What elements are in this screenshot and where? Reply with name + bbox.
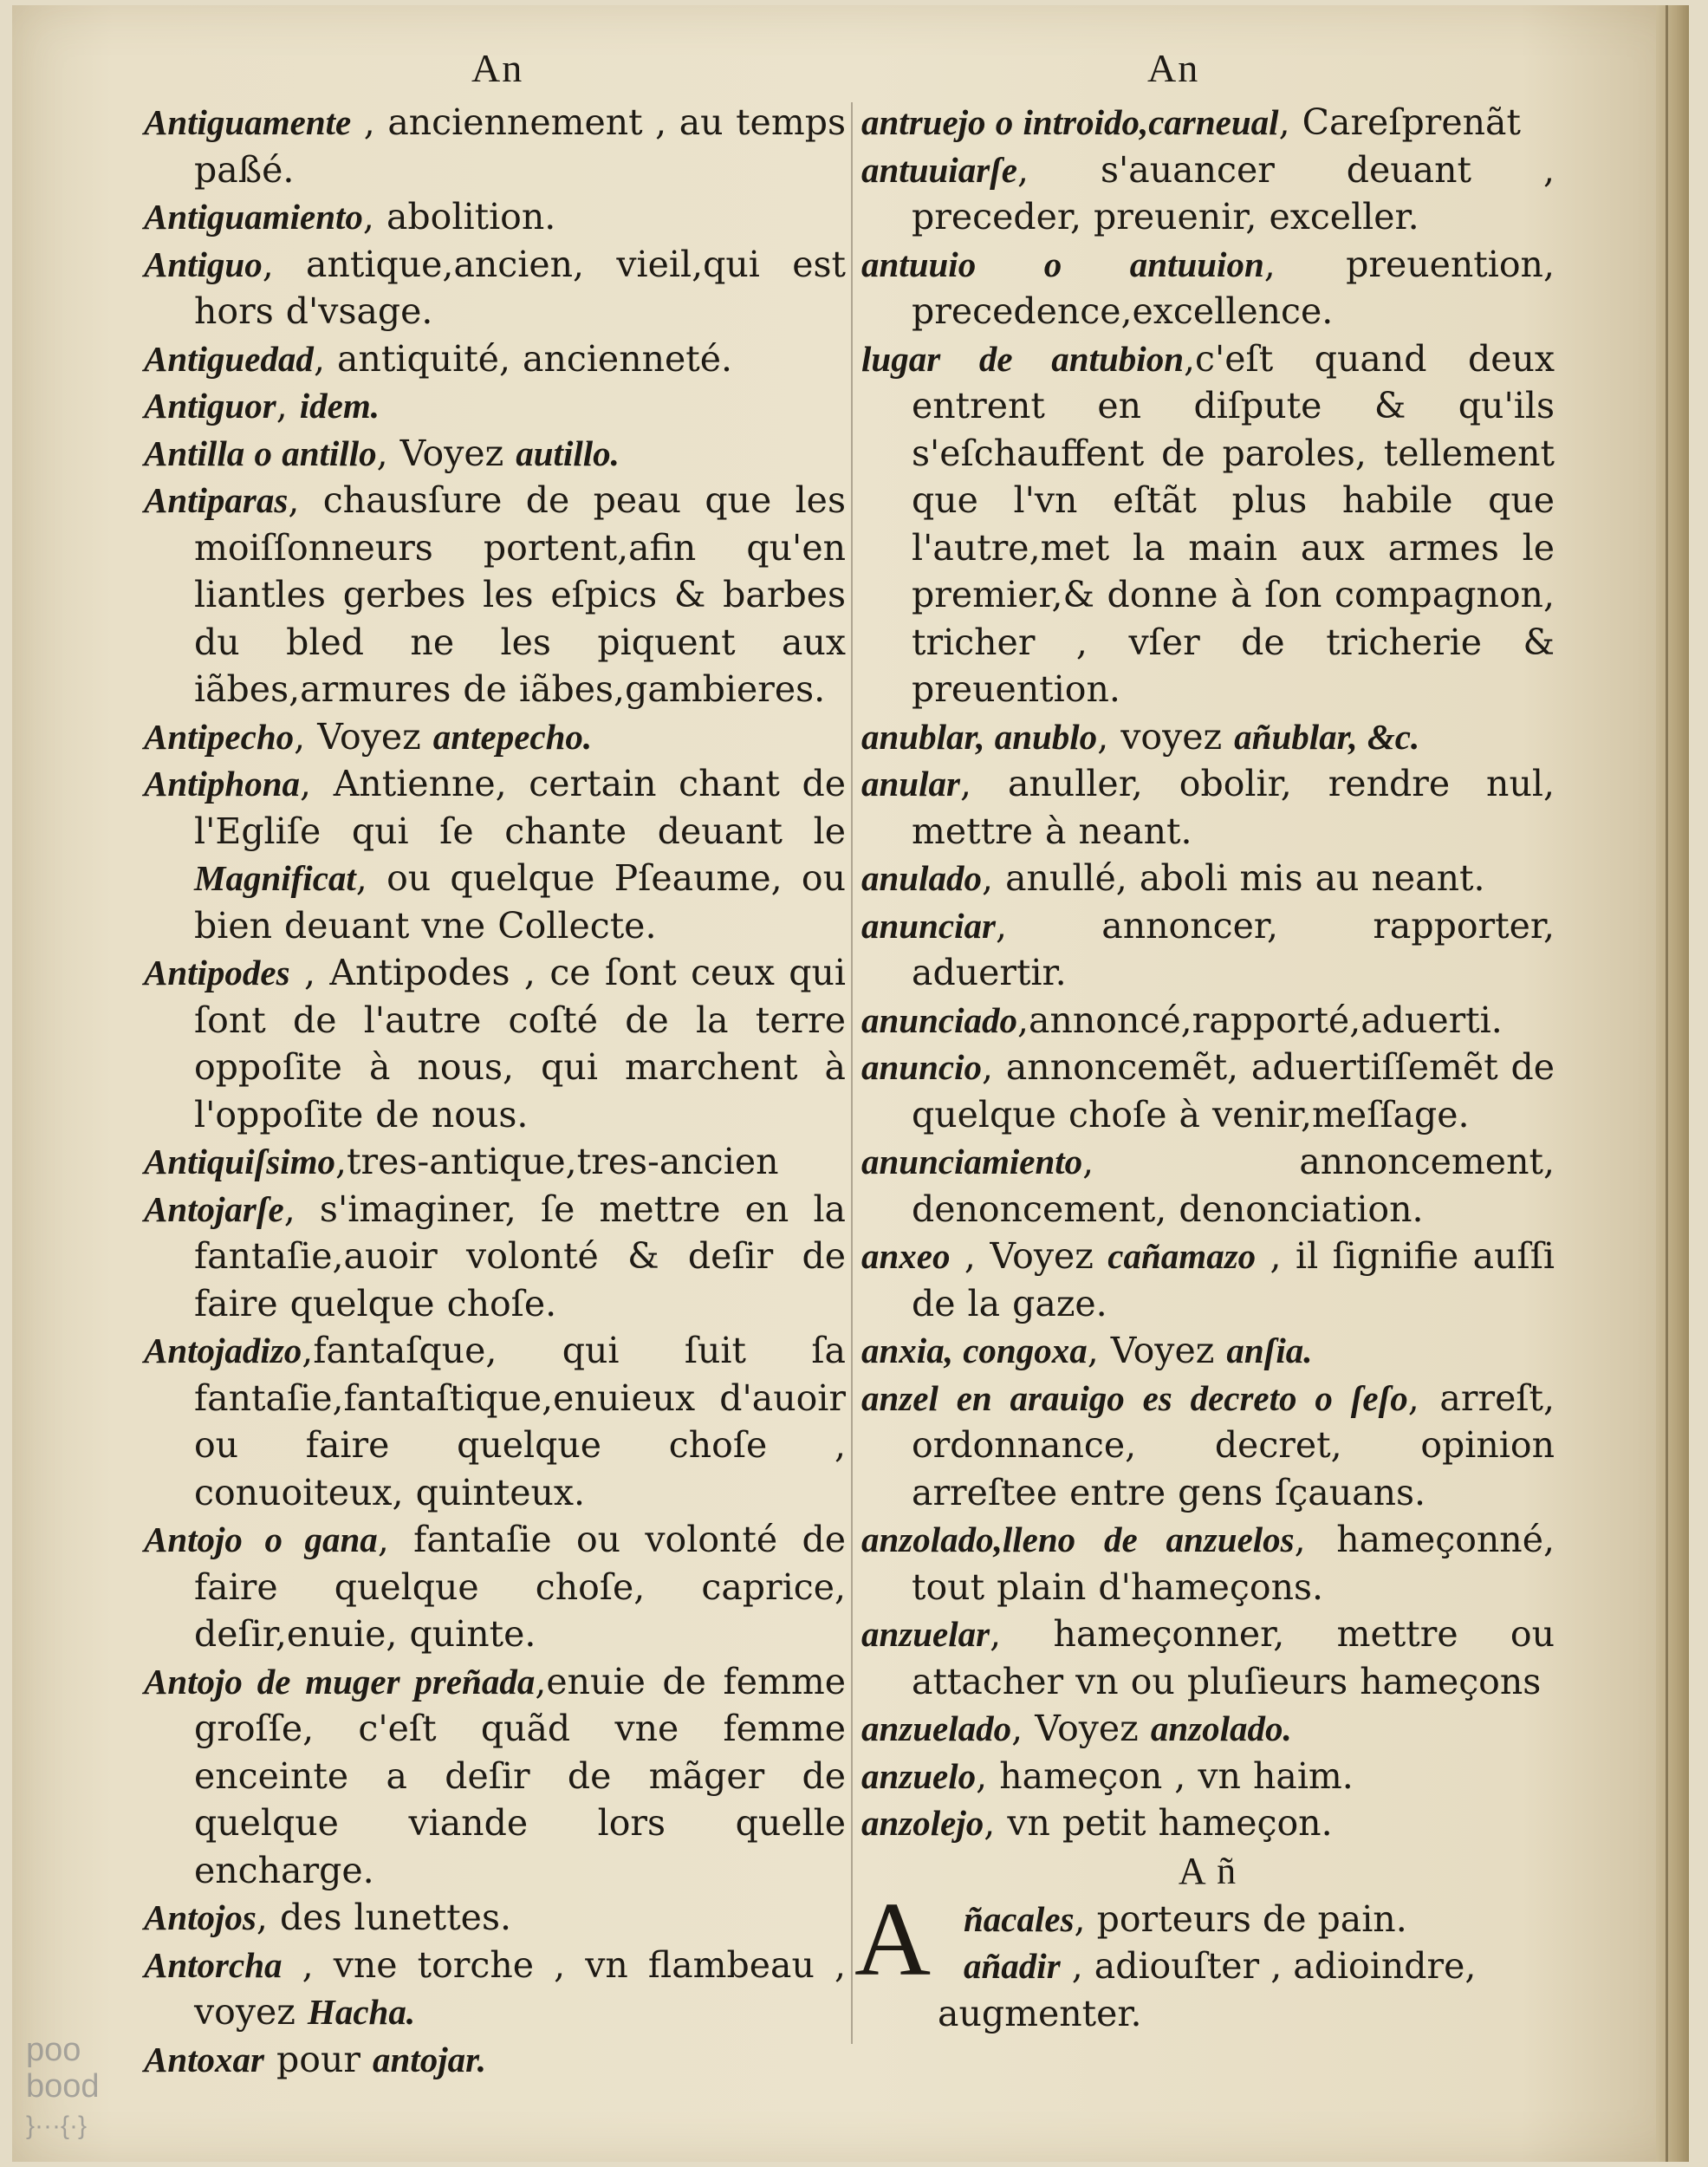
entry-cross-reference: anſia.: [1226, 1331, 1313, 1370]
entry-definition: , anuller, obolir, rendre nul, mettre à neant.: [912, 763, 1555, 852]
entry-definition: , Voyez: [294, 715, 433, 758]
entry-headword: anulado: [861, 858, 982, 898]
entry-headword: Antoxar: [144, 2039, 264, 2079]
entry-headword: Antojo o gana: [144, 1520, 378, 1559]
entry-definition: , anullé, aboli mis au neant.: [982, 857, 1485, 899]
entry-definition: , Voyez: [376, 432, 516, 474]
entry-headword: Antiphona: [144, 764, 301, 804]
bleed-through-text: }···{·}: [26, 2112, 88, 2140]
dictionary-entry: [861, 99, 1555, 146]
entry-headword: anublar, anublo: [861, 716, 1098, 757]
dictionary-entry: [861, 855, 1555, 902]
dictionary-entry: [861, 241, 1555, 335]
entry-definition: , hameçon , vn haim.: [976, 1754, 1354, 1797]
entry-cross-reference: cañamazo: [1107, 1236, 1257, 1276]
entry-definition: , Careſprenãt: [1278, 101, 1521, 143]
entry-headword: antruejo o introido,carneual: [861, 102, 1279, 142]
entry-headword: Antipecho: [144, 716, 295, 757]
dictionary-entry: [861, 1705, 1555, 1753]
dictionary-entry: [144, 1186, 846, 1328]
dictionary-entry: [861, 146, 1555, 241]
entry-headword: anunciado: [861, 999, 1017, 1040]
entry-headword: anuncio: [861, 1047, 982, 1087]
entry-headword: Antipodes: [144, 953, 290, 992]
entry-definition: , Voyez: [950, 1235, 1108, 1277]
entry-definition: , Antienne, certain chant de l'Egliſe qui ſe chante deuant le: [194, 763, 846, 852]
right-column: [854, 99, 1555, 2037]
entry-cross-reference: antojar.: [373, 2039, 487, 2079]
entry-headword: Antiparas: [144, 480, 289, 520]
drop-cap: A: [854, 1880, 932, 1998]
entry-cross-reference: Hacha.: [307, 1992, 416, 2032]
book-spine: [1656, 5, 1689, 2162]
dictionary-entry: [144, 430, 846, 478]
entry-headword: anzolado,lleno de anzuelos: [861, 1520, 1295, 1559]
entry-definition: , annoncer, rapporter, aduertir.: [912, 904, 1555, 993]
entry-definition: ,annoncé,rapporté,aduerti.: [1017, 999, 1503, 1041]
dictionary-entry: [144, 1942, 846, 2036]
entry-headword: anxeo: [861, 1236, 951, 1276]
entry-headword: añadir: [964, 1946, 1061, 1986]
entry-definition: , fantaſie ou volonté de faire quelque choſe, caprice, deſir,enuie, quinte.: [194, 1519, 846, 1655]
entry-headword: Antiguo: [144, 244, 263, 284]
entry-definition: , il ſignifie auſſi de la gaze.: [912, 1235, 1555, 1324]
entry-cross-reference: idem.: [299, 386, 380, 426]
entry-headword: anxia, congoxa: [861, 1331, 1088, 1370]
entry-definition: , porteurs de pain.: [1074, 1897, 1407, 1940]
entry-definition: ,: [276, 385, 300, 426]
entry-headword: Antiquiſsimo: [144, 1142, 336, 1181]
entry-definition: ,fantaſque, qui ſuit ſa fantaſie,fantaſtique,enuieux d'auoir ou faire quelque choſe , conuoiteux, quinteux.: [194, 1330, 846, 1513]
entry-definition: , s'auancer deuant , preceder, preuenir, exceller.: [912, 148, 1555, 238]
dictionary-entry: [861, 1233, 1555, 1327]
bleed-through-text: poo: [26, 2032, 81, 2068]
entry-definition: , ou quelque Pſeaume, ou bien deuant vne Collecte.: [194, 857, 846, 947]
dictionary-entry: [861, 1375, 1555, 1517]
entry-definition: , antiquité, ancienneté.: [313, 337, 733, 380]
dictionary-entry: [861, 760, 1555, 855]
entry-headword: lugar de antubion: [861, 338, 1184, 379]
entry-cross-reference: antepecho.: [432, 716, 593, 757]
entry-headword: Antilla o antillo: [144, 433, 377, 473]
entry-headword: Antiguedad: [144, 338, 314, 379]
dictionary-entry: [861, 713, 1555, 761]
entry-headword: antuuio o antuuion: [861, 244, 1264, 284]
entry-headword: anzuelo: [861, 1755, 977, 1796]
spine-edge: [1666, 5, 1668, 2162]
entry-definition: ,tres-antique,tres-ancien: [335, 1141, 779, 1182]
entry-definition: , s'imaginer, ſe mettre en la fantaſie,auoir volonté & deſir de faire quelque choſe.: [194, 1188, 846, 1324]
entry-continuation: augmenter.: [938, 1992, 1142, 2034]
running-head-right: An: [1147, 46, 1200, 90]
running-head-left: An: [471, 46, 524, 90]
entry-definition: , voyez: [1097, 715, 1235, 758]
entry-definition: ,enuie de femme groſſe, c'eſt quãd vne femme enceinte a deſir de mãger de quelque viande lors quelle encharge.: [194, 1660, 846, 1891]
dictionary-entry: [861, 1611, 1555, 1705]
entry-definition: , vne torche , vn flambeau , voyez: [194, 1943, 846, 2033]
dictionary-entry: [144, 949, 846, 1138]
entry-cross-reference: añublar, &c.: [1234, 716, 1420, 757]
entry-headword: anzuelar: [861, 1614, 990, 1654]
dictionary-entry: [861, 335, 1555, 713]
dictionary-entry: [861, 902, 1555, 997]
entry-definition: , arreſt, ordonnance, decret, opinion arreſtee entre gens ſçauans.: [912, 1376, 1555, 1513]
entry-definition: ,c'eſt quand deux entrent en diſpute & qu'ils s'eſchauffent de paroles, tellement que l'vn eſtãt plus habile que l'autre,met la main aux armes le premier,& donne à ſon compagnon, tricher , vſer de tricherie & preuention.: [912, 337, 1555, 710]
entry-headword: anular: [861, 764, 960, 804]
entry-definition: , Voyez: [1087, 1330, 1227, 1371]
dictionary-entry: [144, 1327, 846, 1516]
entry-headword: anunciamiento: [861, 1142, 1083, 1181]
dictionary-entry: [861, 997, 1555, 1044]
dictionary-entry: [144, 241, 846, 335]
entry-definition: pour: [264, 2038, 373, 2080]
entry-definition: , annoncement, denoncement, denonciation.: [912, 1141, 1555, 1230]
entry-headword: Antorcha: [144, 1944, 283, 1985]
entry-definition: , anciennement , au temps paßé.: [194, 101, 846, 191]
dictionary-entry: [912, 1942, 1555, 1990]
entry-headword: anzel en arauigo es decreto o ſeſo: [861, 1377, 1408, 1418]
entry-definition: , Voyez: [1011, 1708, 1151, 1749]
dictionary-entry: [144, 382, 846, 430]
dictionary-entry: [861, 1044, 1555, 1138]
dictionary-entry: [861, 1753, 1555, 1800]
dictionary-entry: [144, 1658, 846, 1895]
dictionary-entry: [144, 2036, 846, 2084]
dictionary-entry: [144, 335, 846, 383]
book-page: [12, 5, 1689, 2162]
dictionary-entry: [144, 1138, 846, 1186]
entry-headword: Antojadizo: [144, 1331, 302, 1370]
entry-headword: ñacales: [964, 1898, 1075, 1939]
entry-definition: , preuention, precedence,excellence.: [912, 243, 1555, 332]
entry-headword: Antojarſe: [144, 1188, 284, 1229]
entry-cross-reference: anzolado.: [1150, 1708, 1292, 1748]
dictionary-entry: [144, 99, 846, 193]
dictionary-entry: [912, 1896, 1555, 1943]
entry-headword: anzuelado: [861, 1708, 1012, 1748]
dictionary-entry: [861, 1799, 1555, 1847]
entry-definition: , adiouſter , adioindre,: [1060, 1945, 1477, 1987]
dictionary-entry: [144, 1894, 846, 1942]
entry-definition: , chausſure de peau que les moiſſonneurs portent,afin qu'en liantles gerbes les eſpics & barbes du bled ne les piquent aux iãbes,armures de iãbes,gambieres.: [194, 479, 846, 710]
dictionary-entry: [144, 713, 846, 761]
dictionary-entry: [144, 1516, 846, 1658]
entry-headword: anunciar: [861, 905, 996, 946]
dictionary-entry: [144, 477, 846, 713]
entry-definition: , vn petit hameçon.: [984, 1802, 1333, 1844]
bleed-through-text: bood: [26, 2068, 100, 2105]
entry-definition: , abolition.: [362, 196, 556, 238]
entry-headword: Antojo de muger preñada: [144, 1661, 536, 1702]
entry-headword: Antojos: [144, 1897, 257, 1937]
dictionary-entry: [861, 1138, 1555, 1233]
entry-headword: antuuiarſe: [861, 149, 1017, 190]
entry-headword: Antiguor: [144, 386, 276, 426]
entry-headword: Antiguamiento: [144, 197, 363, 237]
dictionary-entry: [144, 760, 846, 949]
entry-headword: Antiguamente: [144, 102, 352, 142]
entry-definition: , Antipodes , ce ſont ceux qui ſont de l'autre coſté de la terre oppoſite à nous, qui marchent à l'oppoſite de nous.: [194, 952, 846, 1136]
dictionary-entry: [861, 1516, 1555, 1611]
entry-definition: , des lunettes.: [256, 1897, 512, 1938]
section-heading: A ñ: [1178, 1849, 1238, 1892]
entry-cross-reference: autillo.: [516, 433, 620, 473]
entry-definition: , hameçonné, tout plain d'hameçons.: [912, 1519, 1555, 1608]
entry-definition: , antique,ancien, vieil,qui est hors d'vsage.: [194, 243, 846, 332]
column-divider: [851, 102, 853, 2044]
left-column: [144, 99, 846, 2083]
entry-definition: , annoncemẽt, aduertiſſemẽt de quelque choſe à venir,meſſage.: [912, 1046, 1555, 1136]
entry-cross-reference: Magnificat: [194, 858, 356, 898]
entry-definition: , hameçonner, mettre ou attacher vn ou pluſieurs hameçons: [912, 1613, 1555, 1702]
section-start-entries: [854, 1880, 1555, 2038]
dictionary-entry: [144, 193, 846, 241]
entry-headword: anzolejo: [861, 1803, 984, 1843]
dictionary-entry: [861, 1327, 1555, 1375]
